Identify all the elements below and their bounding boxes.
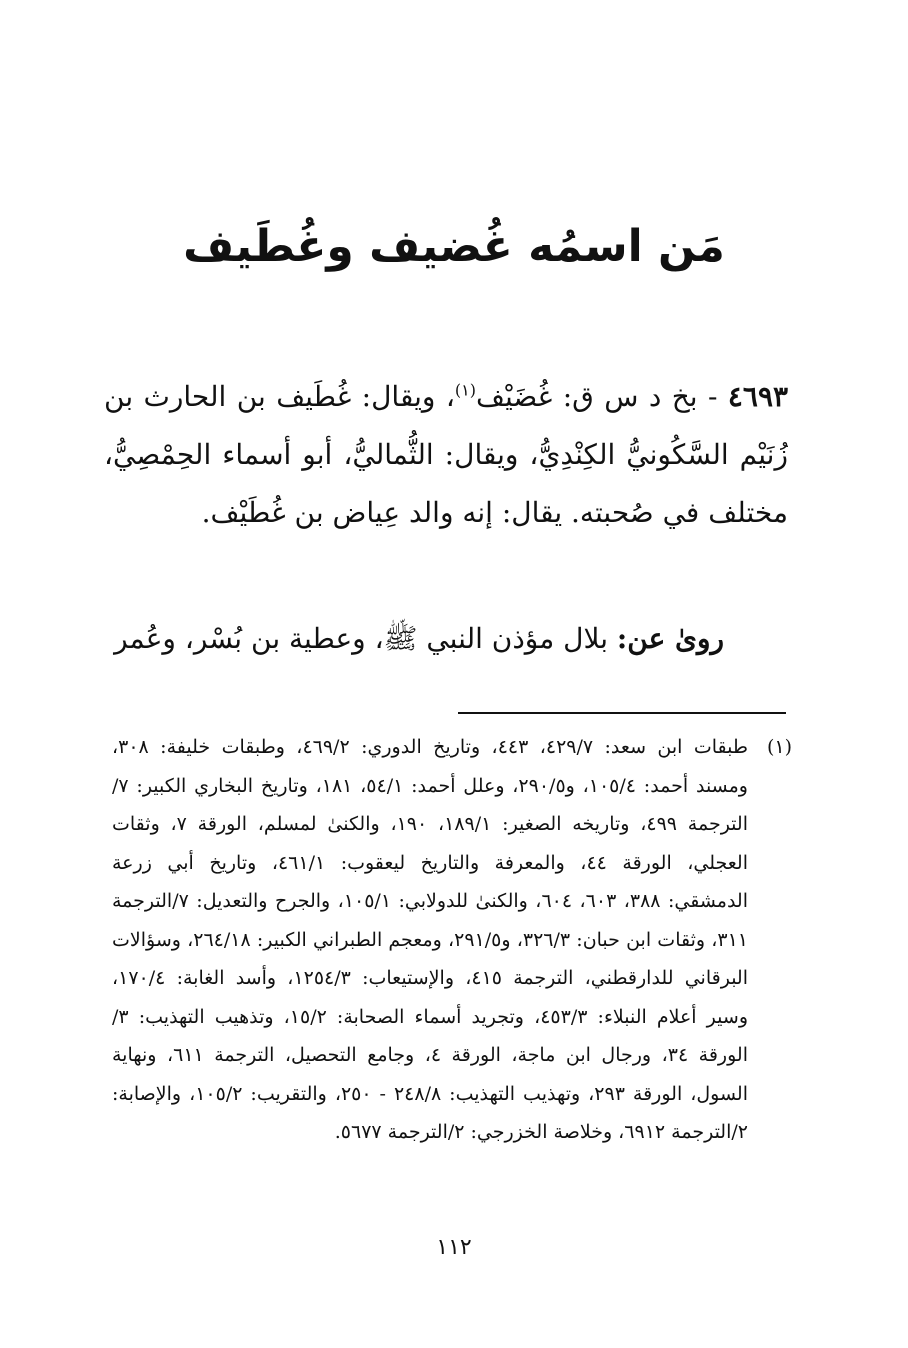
- chapter-heading: مَن اسمُه غُضيف وغُطَيف: [183, 221, 725, 272]
- entry-text-before-note: - بخ د س ق: غُضَيْف: [475, 380, 718, 413]
- footnote: [112, 728, 792, 1152]
- footnote-marker: (١): [766, 736, 792, 758]
- footnote-divider: [458, 712, 786, 714]
- narrators-lead: روىٰ عن:: [616, 622, 724, 655]
- footnote-text: طبقات ابن سعد: ٤٢٩/٧، ٤٤٣، وتاريخ الدوري: ٤٦٩/٢، وطبقات خليفة: ٣٠٨، ومسند أحمد: ١٠٥/٤، و٢٩٠/٥، وعلل أحمد: ٥٤/١، ١٨١، وتاريخ البخاري الكبير: ٧/الترجمة ٤٩٩، وتاريخه الصغير: ١٨٩/١، ١٩٠، والكنىٰ لمسلم، الورقة ٧، وثقات العجلي، الورقة ٤٤، والمعرفة والتاريخ ليعقوب: ٤٦١/١، وتاريخ أبي زرعة الدمشقي: ٣٨٨، ٦٠٣، ٦٠٤، والكنىٰ للدولابي: ١٠٥/١، والجرح والتعديل: ٧/الترجمة ٣١١، وثقات ابن حبان: ٣٢٦/٣، و٢٩١/٥، ومعجم الطبراني الكبير: ٢٦٤/١٨، وسؤالات البرقاني للدارقطني، الترجمة ٤١٥، والإستيعاب: ١٢٥٤/٣، وأسد الغابة: ١٧٠/٤، وسير أعلام النبلاء: ٤٥٣/٣، وتجريد أسماء الصحابة: ١٥/٢، وتذهيب التهذيب: ٣/الورقة ٣٤، ورجال ابن ماجة، الورقة ٤، وجامع التحصيل، الترجمة ٦١١، ونهاية السول، الورقة ٢٩٣، وتهذيب التهذيب: ٢٤٨/٨ - ٢٥٠، والتقريب: ١٠٥/٢، والإصابة: ٢/الترجمة ٦٩١٢، وخلاصة الخزرجي: ٢/الترجمة ٥٦٧٧.: [112, 736, 749, 1143]
- entry-number: ٤٦٩٣: [727, 380, 789, 413]
- entry-text-after-note: ، ويقال: غُطَيف بن الحارث بن زُنَيْم السَّكُونيُّ الكِنْدِيُّ، ويقال: الثُّماليُّ، أبو أسماء الحِمْصِيُّ، مختلف في صُحبته. يقال: إنه والد عِياض بن غُطَيْف.: [104, 380, 788, 529]
- narrators-line: [104, 610, 724, 668]
- narrators-text: بلال مؤذن النبي ﷺ، وعطية بن بُسْر، وعُمر: [114, 622, 609, 655]
- biography-entry: [104, 368, 788, 542]
- footnote-reference: (١): [454, 380, 476, 400]
- page-number: ١١٢: [436, 1235, 472, 1260]
